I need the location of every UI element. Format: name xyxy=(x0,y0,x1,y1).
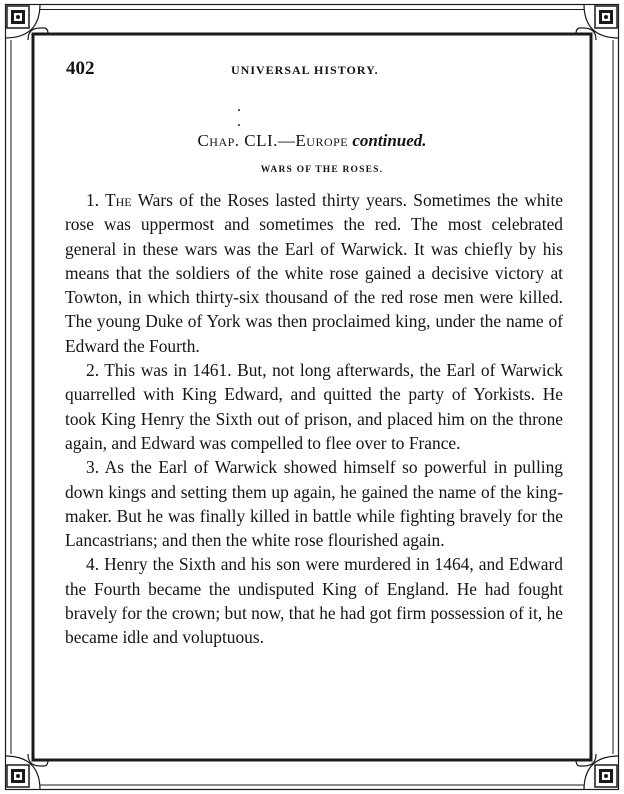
page-number: 402 xyxy=(66,58,95,79)
paragraph-2 xyxy=(65,358,563,455)
corner-ornament-icon xyxy=(595,6,617,28)
chapter-continued: continued. xyxy=(352,131,427,150)
corner-ornament-icon xyxy=(7,6,29,28)
ornament-dots: . . xyxy=(237,100,247,129)
paragraph-text: Wars of the Roses lasted thirty years. Sometimes the white rose was uppermost and sometimes the red. The most celebrated general in these wars was the Earl of Warwick. It was chiefly by his means that the soldiers of the white rose gained a decisive victory at Towton, in which thirty-six thousand of the red rose men were killed. The young Duke of York was then proclaimed king, under the name of Edward the Fourth. xyxy=(65,190,563,356)
paragraph-text: 3. As the Earl of Warwick showed himself so powerful in pulling down kings and setting them up again, he gained the name of the king-maker. But he was finally killed in battle while fighting bravely for the Lancastrians; and then the white rose flourished again. xyxy=(65,457,563,551)
page-header xyxy=(66,58,566,82)
running-title: UNIVERSAL HISTORY. xyxy=(231,63,379,77)
paragraph-1 xyxy=(65,188,563,358)
chapter-heading xyxy=(0,131,624,151)
paragraph-text: 4. Henry the Sixth and his son were murdered in 1464, and Edward the Fourth became the undisputed King of England. He had fought bravely for the crown; but now, that he had got firm possession of it, he became idle and voluptuous. xyxy=(65,554,563,648)
corner-ornament-icon xyxy=(7,765,29,787)
section-title: WARS OF THE ROSES. xyxy=(260,165,384,175)
paragraph-3 xyxy=(65,455,563,552)
paragraph-lead: 1. The xyxy=(86,190,132,210)
paragraph-4 xyxy=(65,552,563,649)
body-text xyxy=(65,188,563,650)
paragraph-text: 2. This was in 1461. But, not long afterwards, the Earl of Warwick quarrelled with King Edward, and quitted the party of Yorkists. He took King Henry the Sixth out of prison, and placed him on the throne again, and Edward was compelled to flee over to France. xyxy=(65,360,563,453)
corner-ornament-icon xyxy=(595,765,617,787)
chapter-label: Chap. CLI.—Europe xyxy=(197,131,349,150)
